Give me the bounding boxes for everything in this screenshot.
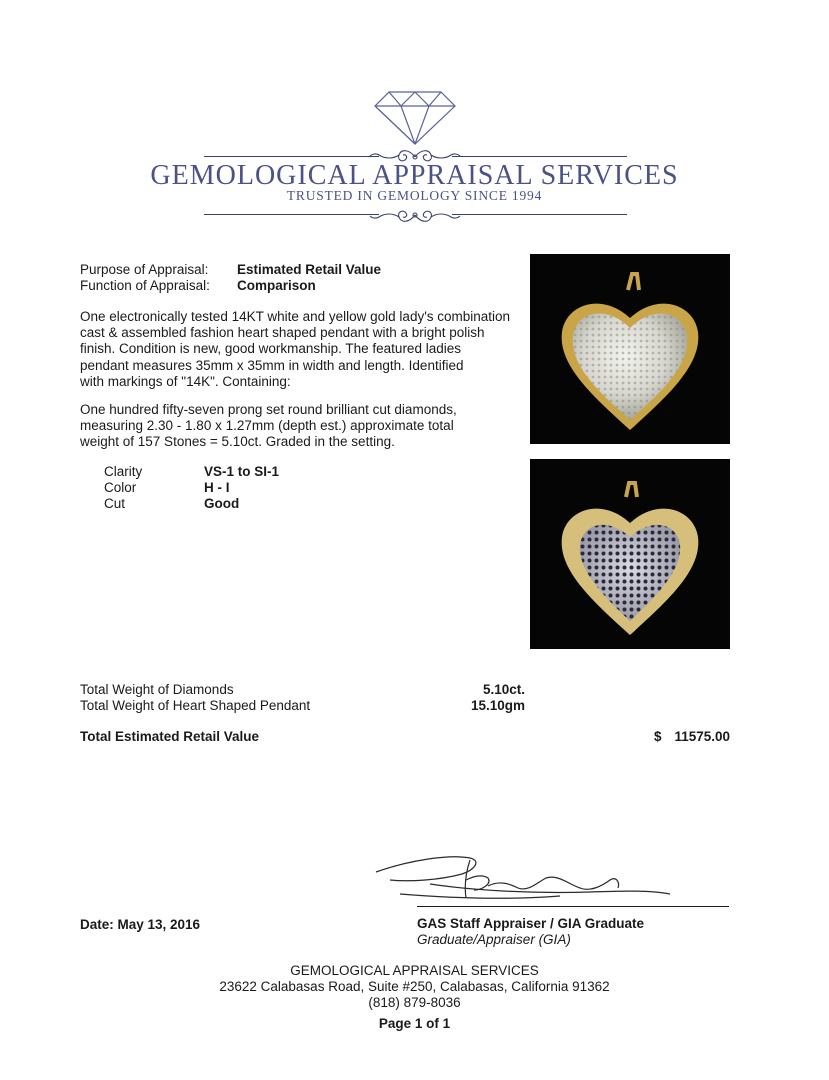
stones-line: weight of 157 Stones = 5.10ct. Graded in the setting. <box>80 434 395 450</box>
footer-company: GEMOLOGICAL APPRAISAL SERVICES <box>290 963 539 978</box>
grading-label-clarity: Clarity <box>104 464 143 479</box>
description-line: pendant measures 35mm x 35mm in width and length. Identified <box>80 357 464 373</box>
ornament-icon <box>365 204 465 226</box>
grading-label-cut: Cut <box>104 496 126 511</box>
signature-image <box>370 850 690 910</box>
header-top-rule <box>204 156 379 157</box>
function-label: Function of Appraisal: <box>80 278 210 293</box>
appraiser-title: GAS Staff Appraiser / GIA Graduate <box>417 916 645 931</box>
description-line: finish. Condition is new, good workmanship. The featured ladies <box>80 341 461 357</box>
stones-paragraph <box>80 402 520 451</box>
header-bottom-rule <box>452 214 627 215</box>
function-value: Comparison <box>237 278 316 293</box>
total-pendant-label: Total Weight of Heart Shaped Pendant <box>80 698 311 713</box>
total-retail-currency: $ <box>654 729 662 744</box>
grading-value-color: H - I <box>204 480 230 495</box>
diamond-icon <box>373 90 457 146</box>
stones-line: measuring 2.30 - 1.80 x 1.27mm (depth est.) approximate total <box>80 418 454 434</box>
description-line: One electronically tested 14KT white and yellow gold lady's combination <box>80 309 511 324</box>
appraiser-subtitle: Graduate/Appraiser (GIA) <box>417 932 571 947</box>
total-diamonds-label: Total Weight of Diamonds <box>80 682 234 697</box>
pendant-back-photo <box>530 459 730 649</box>
description-line: with markings of "14K". Containing: <box>80 373 291 389</box>
grading-value-cut: Good <box>204 496 240 511</box>
purpose-value: Estimated Retail Value <box>237 262 382 277</box>
description-line: cast & assembled fashion heart shaped pendant with a bright polish <box>80 325 485 341</box>
total-diamonds-value: 5.10ct. <box>482 682 525 697</box>
appraisal-date: Date: May 13, 2016 <box>80 917 201 932</box>
footer-address: 23622 Calabasas Road, Suite #250, Calabasas, California 91362 <box>219 979 610 994</box>
total-pendant-value: 15.10gm <box>470 698 525 713</box>
header-top-rule <box>452 156 627 157</box>
footer-phone: (818) 879-8036 <box>368 995 461 1010</box>
total-retail-label: Total Estimated Retail Value <box>80 729 260 744</box>
total-retail-value: 11575.00 <box>674 729 730 744</box>
purpose-label: Purpose of Appraisal: <box>80 262 209 277</box>
stones-line: One hundred fifty-seven prong set round brilliant cut diamonds, <box>80 402 457 417</box>
company-title: GEMOLOGICAL APPRAISAL SERVICES <box>150 160 679 191</box>
page-number: Page 1 of 1 <box>378 1016 451 1031</box>
grading-value-clarity: VS-1 to SI-1 <box>204 464 280 479</box>
pendant-front-photo <box>530 254 730 444</box>
header-bottom-rule <box>204 214 379 215</box>
signature-line <box>417 906 729 907</box>
company-tagline: TRUSTED IN GEMOLOGY SINCE 1994 <box>286 188 543 203</box>
grading-label-color: Color <box>104 480 137 495</box>
description-paragraph <box>80 309 520 390</box>
